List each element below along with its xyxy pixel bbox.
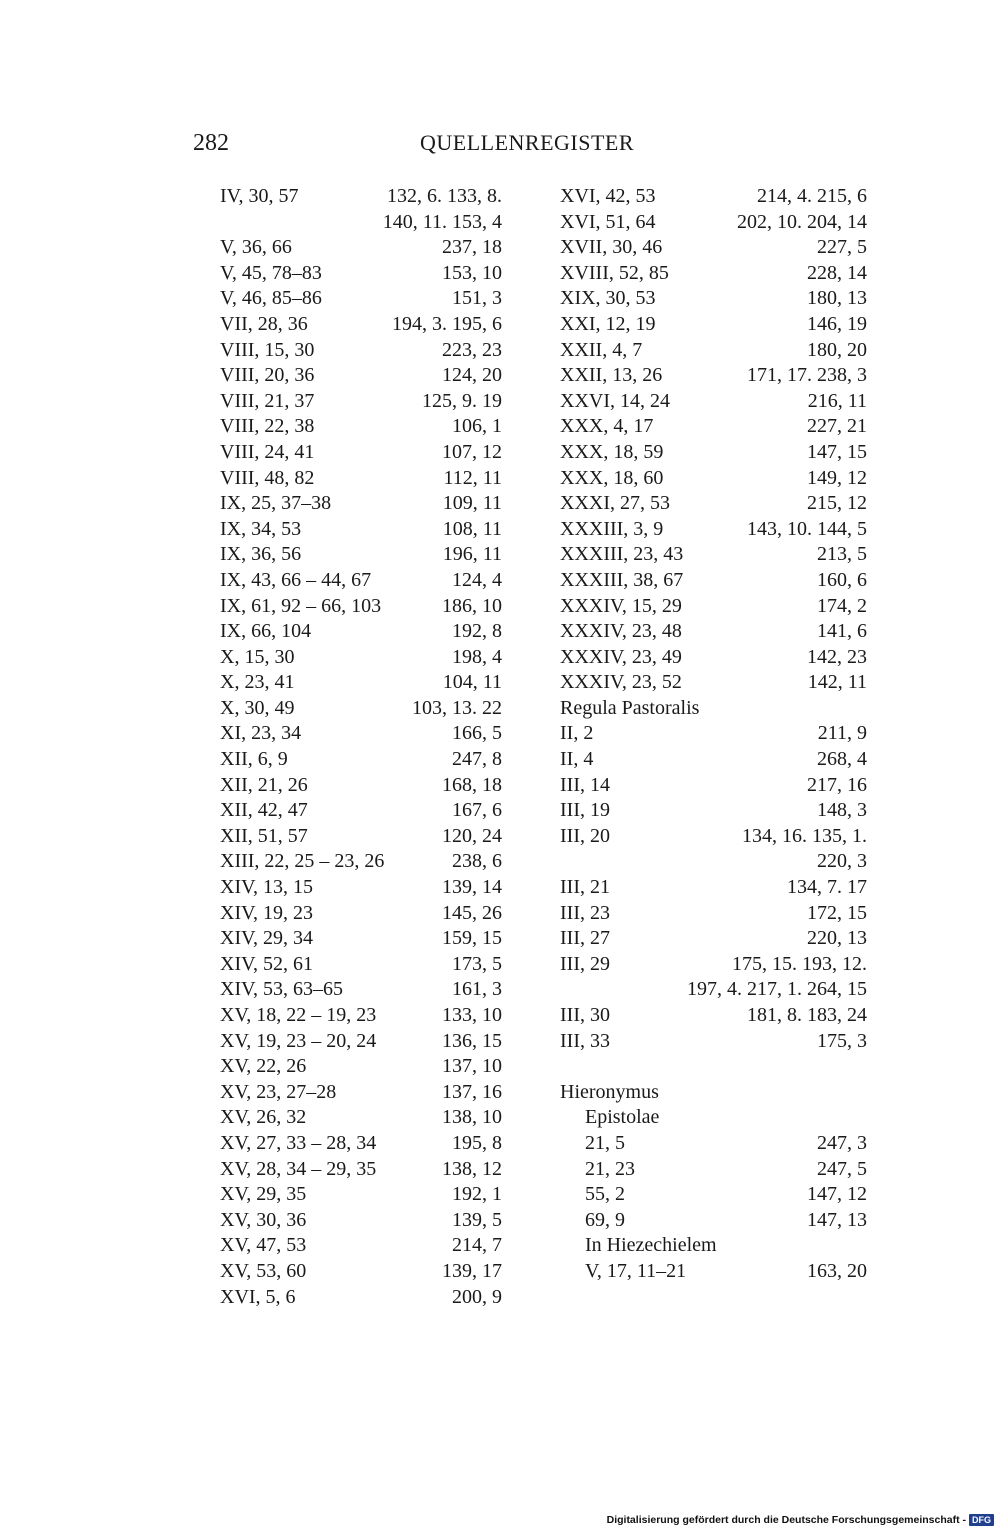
entry-pages: 161, 3 [452,978,502,1001]
entry-reference: XII, 42, 47 [220,799,308,822]
entry-pages: 195, 8 [452,1131,502,1154]
index-entry [560,184,867,210]
entry-pages: 124, 4 [452,568,502,591]
index-entry [220,696,502,722]
index-entry [560,977,867,1003]
index-entry [220,849,502,875]
index-entry [220,1182,502,1208]
entry-pages: 173, 5 [452,952,502,975]
entry-reference: VIII, 22, 38 [220,415,315,438]
index-entry [560,1105,867,1131]
entry-pages: 132, 6. 133, 8. [387,185,502,207]
index-right-column [560,184,867,1285]
index-entry [220,235,502,261]
entry-pages: 196, 11 [442,543,502,566]
entry-pages: 133, 10 [442,1004,502,1026]
index-entry [560,1233,867,1259]
entry-reference: XXX, 18, 59 [560,440,664,463]
entry-pages: 200, 9 [452,1285,502,1308]
index-entry [220,1105,502,1131]
running-head: QUELLENREGISTER [420,130,635,155]
entry-reference: XIV, 13, 15 [220,876,313,899]
index-entry [560,491,867,517]
index-entry [560,440,867,466]
index-left-column [220,184,502,1310]
index-entry [220,363,502,389]
entry-pages: 220, 13 [807,927,867,950]
index-entry [560,696,867,722]
entry-reference: 55, 2 [585,1183,625,1206]
entry-pages: 125, 9. 19 [422,389,502,412]
entry-pages: 192, 8 [452,620,502,643]
entry-reference: XXXI, 27, 53 [560,492,670,515]
index-entry [220,1080,502,1106]
entry-pages: 153, 10 [442,261,502,284]
index-entry [560,798,867,824]
entry-pages: 137, 10 [442,1055,502,1078]
entry-reference: XVI, 51, 64 [560,210,656,233]
entry-pages: 228, 14 [807,261,867,284]
digitization-footer [607,1514,994,1526]
index-entry [220,389,502,415]
entry-pages: 174, 2 [817,594,867,617]
index-entry [560,926,867,952]
index-entry [220,414,502,440]
entry-reference: 21, 23 [585,1157,635,1180]
entry-reference: XV, 28, 34 – 29, 35 [220,1157,377,1180]
entry-reference: XIV, 19, 23 [220,901,313,924]
entry-pages: 141, 6 [817,620,867,643]
entry-reference: Epistolae [585,1106,660,1129]
entry-reference: XIV, 53, 63–65 [220,978,343,1001]
entry-pages: 216, 11 [807,389,867,412]
index-entry [220,286,502,312]
index-entry [220,747,502,773]
entry-reference: III, 33 [560,1029,610,1052]
entry-reference: XI, 23, 34 [220,722,302,745]
index-entry [560,1131,867,1157]
entry-pages: 238, 6 [452,850,502,873]
entry-reference: X, 30, 49 [220,696,295,719]
entry-pages: 171, 17. 238, 3 [747,364,867,387]
entry-reference: V, 45, 78–83 [220,261,322,284]
entry-reference: IX, 25, 37–38 [220,492,332,515]
entry-pages: 147, 13 [807,1208,867,1231]
index-entry [560,645,867,671]
index-entry [220,542,502,568]
dfg-logo: DFG [969,1514,994,1526]
index-entry [220,721,502,747]
entry-pages: 139, 14 [442,876,502,899]
entry-reference: XXVI, 14, 24 [560,389,670,412]
index-entry [220,184,502,210]
entry-reference: XV, 27, 33 – 28, 34 [220,1131,377,1154]
index-entry [560,875,867,901]
index-entry [220,261,502,287]
entry-reference: IX, 43, 66 – 44, 67 [220,568,372,591]
entry-reference: XXXIII, 3, 9 [560,517,664,540]
entry-reference: III, 23 [560,901,610,924]
entry-pages: 214, 7 [452,1234,502,1257]
entry-reference: III, 21 [560,876,610,899]
entry-pages: 147, 15 [807,440,867,463]
entry-reference: V, 46, 85–86 [220,287,322,310]
index-entry [220,312,502,338]
entry-pages: 148, 3 [817,799,867,822]
entry-pages: 112, 11 [443,466,502,489]
entry-reference: X, 15, 30 [220,645,295,668]
entry-pages: 149, 12 [807,466,867,489]
index-entry [560,312,867,338]
entry-reference: XIII, 22, 25 – 23, 26 [220,850,385,873]
entry-reference: XXXIV, 15, 29 [560,594,682,617]
index-entry [220,977,502,1003]
entry-pages: 140, 11. 153, 4 [382,210,502,233]
index-entry [560,773,867,799]
entry-pages: 247, 8 [452,748,502,771]
index-entry [220,670,502,696]
index-entry [560,1003,867,1029]
entry-pages: 186, 10 [442,594,502,617]
entry-reference: XIV, 29, 34 [220,927,313,950]
entry-reference: VIII, 15, 30 [220,338,315,361]
entry-pages: 175, 15. 193, 12. [732,952,867,975]
entry-reference: Regula Pastoralis [560,696,700,719]
entry-reference: XV, 47, 53 [220,1234,307,1257]
index-entry [560,1054,867,1080]
index-entry [560,670,867,696]
entry-pages: 211, 9 [817,722,867,745]
index-entry [560,542,867,568]
index-entry [560,1157,867,1183]
entry-pages: 197, 4. 217, 1. 264, 15 [687,978,867,1001]
entry-reference: Hieronymus [560,1080,659,1103]
index-entry [560,901,867,927]
entry-reference: VIII, 48, 82 [220,466,315,489]
entry-reference: II, 2 [560,722,594,745]
entry-reference: XII, 51, 57 [220,824,308,847]
entry-reference: III, 19 [560,799,610,822]
entry-pages: 227, 21 [807,415,867,438]
index-entry [560,210,867,236]
entry-pages: 166, 5 [452,722,502,745]
entry-reference: V, 17, 11–21 [585,1259,687,1282]
index-entry [560,849,867,875]
entry-pages: 106, 1 [452,415,502,438]
entry-reference: XXI, 12, 19 [560,312,656,335]
entry-reference: XV, 53, 60 [220,1259,307,1282]
entry-pages: 220, 3 [817,850,867,873]
index-entry [220,952,502,978]
entry-pages: 137, 16 [442,1080,502,1103]
index-entry [220,1157,502,1183]
index-entry [220,568,502,594]
entry-pages: 136, 15 [442,1029,502,1052]
index-entry [220,1054,502,1080]
entry-reference: IV, 30, 57 [220,185,299,207]
entry-pages: 175, 3 [817,1029,867,1052]
index-entry [220,338,502,364]
entry-reference: 69, 9 [585,1208,625,1231]
entry-reference: VII, 28, 36 [220,312,308,335]
entry-reference: XXII, 13, 26 [560,364,663,387]
entry-reference: XV, 29, 35 [220,1183,307,1206]
index-entry [560,389,867,415]
index-entry [560,619,867,645]
entry-pages: 147, 12 [807,1183,867,1206]
entry-reference: V, 36, 66 [220,236,292,259]
index-entry [560,517,867,543]
index-entry [560,824,867,850]
entry-pages: 215, 12 [807,492,867,515]
index-entry [560,363,867,389]
entry-reference: III, 27 [560,927,610,950]
entry-reference: XXXIV, 23, 49 [560,645,682,668]
index-entry [560,1259,867,1285]
entry-reference: XV, 23, 27–28 [220,1080,337,1103]
entry-reference: XXII, 4, 7 [560,338,643,361]
index-entry [220,773,502,799]
entry-pages: 120, 24 [442,824,502,847]
index-entry [220,466,502,492]
entry-pages: 142, 23 [807,645,867,668]
entry-pages: 213, 5 [817,543,867,566]
entry-reference: XV, 22, 26 [220,1055,307,1078]
entry-pages: 138, 12 [442,1157,502,1180]
entry-pages: 194, 3. 195, 6 [392,312,502,335]
index-entry [560,466,867,492]
index-entry [560,594,867,620]
entry-pages: 192, 1 [452,1183,502,1206]
index-entry [560,235,867,261]
entry-reference: IX, 61, 92 – 66, 103 [220,594,382,617]
index-entry [220,1208,502,1234]
entry-reference: XXXIV, 23, 48 [560,620,682,643]
index-entry [220,491,502,517]
entry-reference: III, 30 [560,1004,610,1026]
index-entry [220,440,502,466]
index-entry [220,210,502,236]
entry-reference: VIII, 21, 37 [220,389,315,412]
entry-reference: III, 20 [560,824,610,847]
entry-pages: 172, 15 [807,901,867,924]
index-entry [560,1080,867,1106]
entry-reference: XXX, 4, 17 [560,415,654,438]
entry-pages: 160, 6 [817,568,867,591]
entry-pages: 142, 11 [807,671,867,694]
entry-pages: 227, 5 [817,236,867,259]
footer-text: Digitalisierung gefördert durch die Deutsche Forschungsgemeinschaft - [606,1514,966,1526]
entry-pages: 134, 7. 17 [787,876,867,899]
entry-reference: XIX, 30, 53 [560,287,656,310]
entry-reference: XXX, 18, 60 [560,466,664,489]
entry-reference: X, 23, 41 [220,671,295,694]
index-entry [220,517,502,543]
entry-pages: 181, 8. 183, 24 [747,1004,867,1026]
entry-reference: XV, 19, 23 – 20, 24 [220,1029,377,1052]
entry-pages: 146, 19 [807,312,867,335]
entry-reference: IX, 36, 56 [220,543,302,566]
index-entry [560,414,867,440]
entry-pages: 145, 26 [442,901,502,924]
index-entry [220,824,502,850]
index-entry [220,645,502,671]
entry-pages: 247, 3 [817,1131,867,1154]
entry-pages: 268, 4 [817,748,867,771]
entry-reference: XV, 18, 22 – 19, 23 [220,1004,377,1026]
index-entry [220,1259,502,1285]
entry-reference: II, 4 [560,748,594,771]
entry-reference: XVIII, 52, 85 [560,261,669,284]
index-entry [560,568,867,594]
index-entry [220,1029,502,1055]
entry-pages: 180, 20 [807,338,867,361]
entry-reference: XII, 6, 9 [220,748,288,771]
index-entry [560,338,867,364]
entry-pages: 237, 18 [442,236,502,259]
entry-reference: VIII, 24, 41 [220,440,315,463]
index-entry [560,1208,867,1234]
entry-pages: 109, 11 [442,492,502,515]
index-entry [560,261,867,287]
entry-pages: 124, 20 [442,364,502,387]
index-entry [220,1285,502,1311]
index-entry [220,1233,502,1259]
entry-reference: XII, 21, 26 [220,773,308,796]
entry-reference: XV, 26, 32 [220,1106,307,1129]
entry-pages: 104, 11 [442,671,502,694]
entry-pages: 159, 15 [442,927,502,950]
entry-reference: XV, 30, 36 [220,1208,307,1231]
entry-reference: 21, 5 [585,1131,625,1154]
entry-pages: 167, 6 [452,799,502,822]
entry-reference: XXXIII, 38, 67 [560,568,684,591]
entry-pages: 143, 10. 144, 5 [747,517,867,540]
entry-pages: 103, 13. 22 [412,696,502,719]
entry-reference: IX, 34, 53 [220,517,302,540]
entry-pages: 134, 16. 135, 1. [742,824,867,847]
entry-pages: 163, 20 [807,1259,867,1282]
entry-pages: 217, 16 [807,773,867,796]
entry-pages: 247, 5 [817,1157,867,1180]
index-entry [220,901,502,927]
entry-pages: 151, 3 [452,287,502,310]
index-entry [560,747,867,773]
entry-pages: 202, 10. 204, 14 [737,210,867,233]
index-entry [220,619,502,645]
index-entry [220,798,502,824]
entry-reference: In Hiezechielem [585,1234,717,1257]
entry-reference: XVI, 5, 6 [220,1285,296,1308]
entry-reference: XVII, 30, 46 [560,236,663,259]
entry-pages: 138, 10 [442,1106,502,1129]
index-entry [220,875,502,901]
entry-reference: XIV, 52, 61 [220,952,313,975]
entry-pages: 198, 4 [452,645,502,668]
entry-reference: IX, 66, 104 [220,620,312,643]
index-entry [220,594,502,620]
entry-reference: III, 14 [560,773,610,796]
index-entry [220,1003,502,1029]
index-entry [560,1182,867,1208]
entry-reference: XVI, 42, 53 [560,185,656,207]
index-entry [560,286,867,312]
entry-reference: VIII, 20, 36 [220,364,315,387]
index-entry [560,952,867,978]
entry-pages: 139, 17 [442,1259,502,1282]
index-entry [220,926,502,952]
entry-pages: 139, 5 [452,1208,502,1231]
entry-reference: XXXIV, 23, 52 [560,671,682,694]
page-number: 282 [193,130,229,156]
entry-pages: 214, 4. 215, 6 [757,185,867,207]
index-entry [560,721,867,747]
entry-pages: 180, 13 [807,287,867,310]
entry-pages: 107, 12 [442,440,502,463]
entry-reference: XXXIII, 23, 43 [560,543,684,566]
entry-pages: 223, 23 [442,338,502,361]
entry-reference: III, 29 [560,952,610,975]
index-entry [560,1029,867,1055]
entry-pages: 168, 18 [442,773,502,796]
index-entry [220,1131,502,1157]
entry-pages: 108, 11 [442,517,502,540]
